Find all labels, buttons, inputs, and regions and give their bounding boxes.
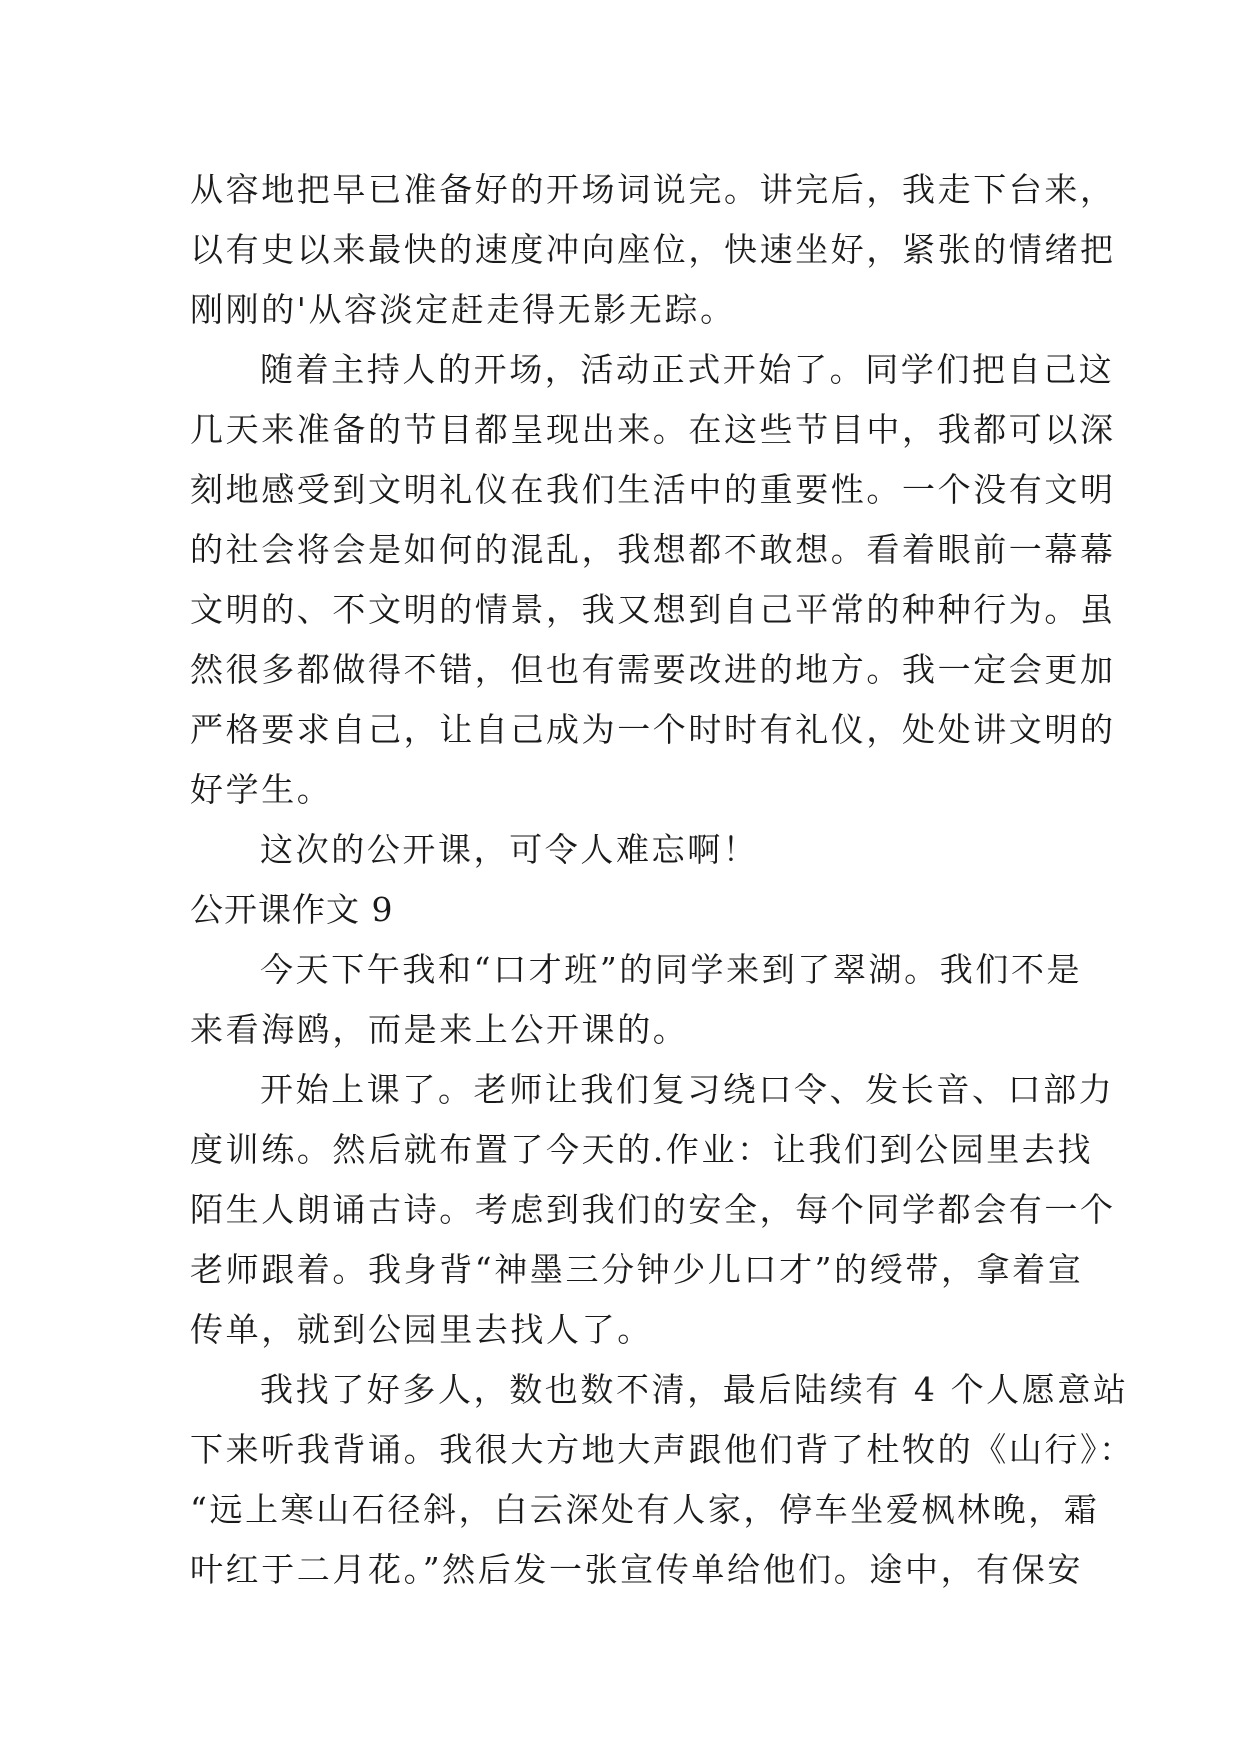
paragraph-start-line: 我找了好多人，数也数不清，最后陆续有 4 个人愿意站 [260,1370,1129,1409]
text-line: 从容地把早已准备好的开场词说完。讲完后，我走下台来， [190,170,1116,209]
paragraph-start-line: 随着主持人的开场，活动正式开始了。同学们把自己这 [260,350,1115,389]
text-line: 陌生人朗诵古诗。考虑到我们的安全，每个同学都会有一个 [190,1190,1116,1229]
paragraph-start-line: 今天下午我和“口才班”的同学来到了翠湖。我们不是 [260,950,1083,989]
text-line: 下来听我背诵。我很大方地大声跟他们背了杜牧的《山行》： [190,1430,1135,1469]
text-line: 以有史以来最快的速度冲向座位，快速坐好，紧张的情绪把 [190,230,1116,269]
text-line: 好学生。 [190,770,333,809]
text-line: 来看海鸥，而是来上公开课的。 [190,1010,689,1049]
text-line: 然很多都做得不错，但也有需要改进的地方。我一定会更加 [190,650,1116,689]
text-line: 刻地感受到文明礼仪在我们生活中的重要性。一个没有文明 [190,470,1116,509]
text-line: 老师跟着。我身背“神墨三分钟少儿口才”的绶带，拿着宣 [190,1250,1084,1289]
text-line: 的社会将会是如何的混乱，我想都不敢想。看着眼前一幕幕 [190,530,1116,569]
text-line: 传单，就到公园里去找人了。 [190,1310,653,1349]
document-body [190,160,1135,1600]
text-line: 几天来准备的节目都呈现出来。在这些节目中，我都可以深 [190,410,1116,449]
section-heading: 公开课作文 9 [190,890,394,929]
text-line: 度训练。然后就布置了今天的.作业：让我们到公园里去找 [190,1130,1094,1169]
text-line: “远上寒山石径斜，白云深处有人家，停车坐爱枫林晚，霜 [190,1490,1100,1529]
text-line: 刚刚的'从容淡定赶走得无影无踪。 [190,290,736,329]
text-line: 严格要求自己，让自己成为一个时时有礼仪，处处讲文明的 [190,710,1116,749]
paragraph-start-line: 这次的公开课，可令人难忘啊！ [260,830,759,869]
text-line: 文明的、不文明的情景，我又想到自己平常的种种行为。虽 [190,590,1116,629]
text-line: 叶红于二月花。”然后发一张宣传单给他们。途中，有保安 [190,1550,1083,1589]
paragraph-start-line: 开始上课了。老师让我们复习绕口令、发长音、口部力 [260,1070,1115,1109]
